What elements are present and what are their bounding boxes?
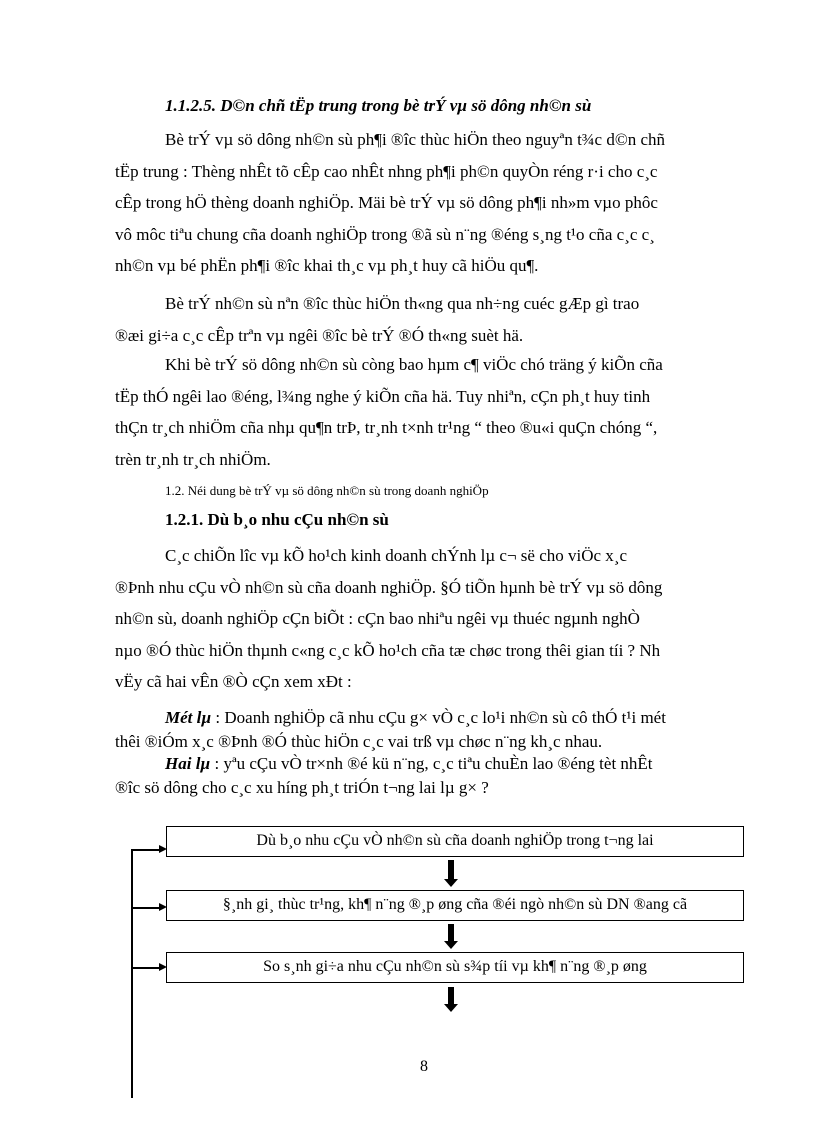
text-line: nh©n sù, doanh nghiÖp cÇn biÕt : cÇn bao nhiªu ngêi vµ thuéc ngµnh nghÒ [115, 609, 640, 628]
section-heading-1-2: 1.2. Néi dung bè trÝ vµ sö dông nh©n sù trong doanh nghiÖp [165, 483, 489, 498]
section-heading-1-1-2-5: 1.1.2.5. D©n chñ tËp trung trong bè trÝ vµ sö dông nh©n sù [165, 96, 592, 115]
text-line: C¸c chiÕn lîc vµ kÕ ho¹ch kinh doanh chÝnh lµ c¬ së cho viÖc x¸c [165, 546, 627, 565]
down-arrow-icon [444, 987, 458, 1013]
text-line [115, 706, 751, 730]
section-heading-1-2-1: 1.2.1. Dù b¸o nhu cÇu nh©n sù [165, 510, 389, 529]
paragraph-principle [115, 124, 751, 282]
feedback-loop-line [131, 850, 133, 1098]
paragraph-collective [115, 349, 751, 475]
text-line: nµo ®Ó thùc hiÖn thµnh c«ng c¸c kÕ ho¹ch cña tæ chøc trong thêi gian tíi ? Nh [115, 640, 661, 660]
connector-arrow [131, 907, 161, 909]
connector-arrow [131, 967, 161, 969]
text-line [115, 752, 751, 776]
text-line: ®îc sö dông cho c¸c xu híng ph¸t triÓn t¬ng lai lµ g× ? [115, 778, 489, 797]
page-number: 8 [420, 1058, 428, 1075]
down-arrow-icon [444, 860, 458, 888]
down-arrow-icon [444, 924, 458, 950]
text-line: ®Þnh nhu cÇu vÒ nh©n sù cña doanh nghiÖp. §Ó tiÕn hµnh bè trÝ vµ sö dông [115, 577, 663, 597]
connector-arrow [131, 849, 161, 851]
flowchart-step-assessment: §¸nh gi¸ thùc tr¹ng, kh¶ n¨ng ®¸p øng cña ®éi ngò nh©n sù DN ®ang cã [166, 890, 744, 921]
text-line: Khi bè trÝ sö dông nh©n sù còng bao hµm c¶ viÖc chó träng ý kiÕn cña [165, 355, 663, 374]
paragraph-forecast [115, 540, 751, 698]
text-line: vËy cã hai vÊn ®Ò cÇn xem xÐt : [115, 672, 352, 691]
text-line: Bè trÝ vµ sö dông nh©n sù ph¶i ®îc thùc hiÖn theo nguyªn t¾c d©n chñ [165, 130, 666, 149]
text-line: thÇn tr¸ch nhiÖm cña nhµ qu¶n trÞ, tr¸nh t×nh tr¹ng “ theo ®u«i quÇn chóng “, [115, 418, 658, 437]
paragraph-meetings [115, 288, 751, 351]
text-line: cÊp trong hÖ thèng doanh nghiÖp. Mäi bè trÝ vµ sö dông ph¶i nh»m vµo phôc [115, 193, 658, 212]
text-line: trèn tr¸nh tr¸ch nhiÖm. [115, 449, 271, 469]
item-text: : Doanh nghiÖp cã nhu cÇu g× vÒ c¸c lo¹i nh©n sù cô thÓ t¹i mét [211, 708, 666, 727]
item-label: Mét lµ [165, 708, 212, 727]
flowchart-step-compare: So s¸nh gi÷a nhu cÇu nh©n sù s¾p tíi vµ kh¶ n¨ng ®¸p øng [166, 952, 744, 983]
list-item-second [115, 752, 751, 800]
text-line: vô môc tiªu chung cña doanh nghiÖp trong ®ã sù n¨ng ®éng s¸ng t¹o cña c¸c c¸ [115, 224, 655, 244]
text-line: tËp thÓ ngêi lao ®éng, l¾ng nghe ý kiÕn cña hä. Tuy nhiªn, cÇn ph¸t huy tinh [115, 386, 651, 406]
item-label: Hai lµ [165, 754, 211, 773]
text-line: Bè trÝ nh©n sù nªn ®îc thùc hiÖn th«ng qua nh÷ng cuéc gÆp gì trao [165, 294, 640, 313]
item-text: : yªu cÇu vÒ tr×nh ®é kü n¨ng, c¸c tiªu chuÈn lao ®éng tèt nhÊt [210, 754, 653, 773]
flowchart-step-forecast: Dù b¸o nhu cÇu vÒ nh©n sù cña doanh nghiÖp trong t¬ng lai [166, 826, 744, 857]
text-line: tËp trung : Thèng nhÊt tõ cÊp cao nhÊt nhng ph¶i ph©n quyÒn réng r·i cho c¸c [115, 161, 658, 181]
list-item-first [115, 706, 751, 754]
text-line: ®æi gi÷a c¸c cÊp trªn vµ ngêi ®îc bè trÝ ®Ó th«ng suèt hä. [115, 325, 524, 345]
text-line: thêi ®iÓm x¸c ®Þnh ®Ó thùc hiÖn c¸c vai trß vµ chøc n¨ng kh¸c nhau. [115, 732, 603, 751]
text-line: nh©n vµ bé phËn ph¶i ®îc khai th¸c vµ ph¸t huy cã hiÖu qu¶. [115, 256, 539, 275]
